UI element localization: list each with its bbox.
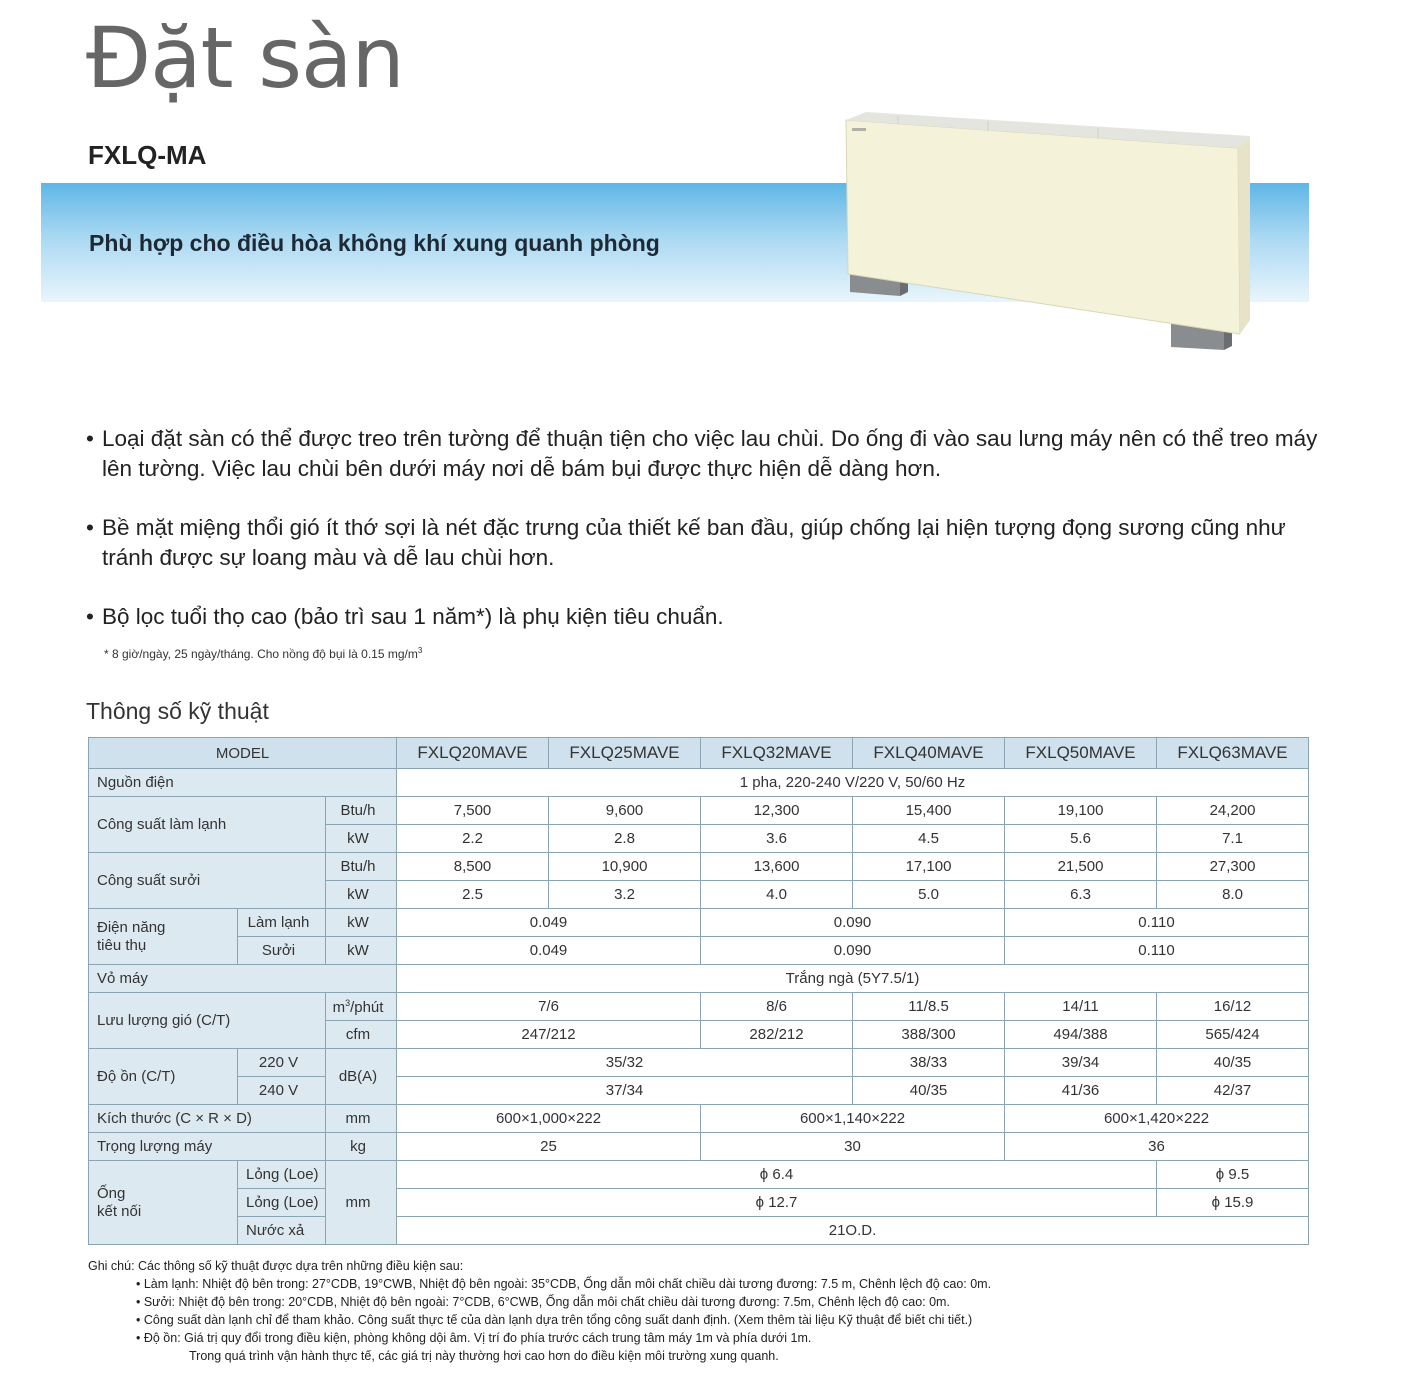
- cell-value: 42/37: [1157, 1077, 1309, 1105]
- model-name: FXLQ40MAVE: [853, 738, 1005, 769]
- cell-value: 0.049: [397, 937, 701, 965]
- row-label: Lưu lượng gió (C/T): [89, 993, 326, 1049]
- model-header: MODEL: [89, 738, 397, 769]
- cell-value: 12,300: [701, 797, 853, 825]
- note-item: • Độ ồn: Giá trị quy đổi trong điều kiện, phòng không dội âm. Vị trí đo phía trước cách trung tâm máy 1m và phía dưới 1m.: [136, 1331, 812, 1345]
- sub-label: Làm lạnh: [238, 909, 326, 937]
- cell-value: Trắng ngà (5Y7.5/1): [397, 965, 1309, 993]
- cell-value: 1 pha, 220-240 V/220 V, 50/60 Hz: [397, 769, 1309, 797]
- cell-value: 282/212: [701, 1021, 853, 1049]
- table-row: [89, 937, 1309, 965]
- table-row: [89, 1105, 1309, 1133]
- cell-value: 600×1,000×222: [397, 1105, 701, 1133]
- note-item: • Làm lạnh: Nhiệt độ bên trong: 27°CDB, 19°CWB, Nhiệt độ bên ngoài: 35°CDB, Ống dẫn môi chất chiều dài tương đương: 7.5 m, Chênh lệch độ cao: 0m.: [136, 1277, 992, 1291]
- cell-value: 13,600: [701, 853, 853, 881]
- note-item: • Công suất dàn lạnh chỉ để tham khảo. Công suất thực tế của dàn lạnh dựa trên tổng công suất danh định. (Xem thêm tài liệu Kỹ thuật để biết chi tiết.): [136, 1313, 973, 1327]
- unit-label: mm: [326, 1105, 397, 1133]
- tagline: Phù hợp cho điều hòa không khí xung quanh phòng: [89, 230, 660, 256]
- cell-value: 5.6: [1005, 825, 1157, 853]
- cell-value: 0.090: [701, 937, 1005, 965]
- cell-value: 17,100: [853, 853, 1005, 881]
- feature-list: [86, 424, 1326, 661]
- feature-item: • Loại đặt sàn có thể được treo trên tường để thuận tiện cho việc lau chùi. Do ống đi vào sau lưng máy nên có thể treo máy lên tường. Việc lau chùi bên dưới máy nơi dễ bám bụi được thực hiện dễ dàng hơn.: [86, 426, 1318, 481]
- cell-value: 247/212: [397, 1021, 701, 1049]
- cell-value: 4.5: [853, 825, 1005, 853]
- cell-value: 14/11: [1005, 993, 1157, 1021]
- cell-value: 19,100: [1005, 797, 1157, 825]
- cell-value: 3.6: [701, 825, 853, 853]
- row-label: Điện năng tiêu thụ: [89, 909, 238, 965]
- cell-value: 35/32: [397, 1049, 853, 1077]
- cell-value: 0.049: [397, 909, 701, 937]
- cell-value: ϕ 12.7: [397, 1189, 1157, 1217]
- unit-body: [846, 120, 1240, 334]
- page-title: Đặt sàn: [86, 9, 404, 107]
- model-name: FXLQ25MAVE: [549, 738, 701, 769]
- table-row: [89, 1133, 1309, 1161]
- table-row: [89, 1217, 1309, 1245]
- feature-item: • Bộ lọc tuổi thọ cao (bảo trì sau 1 năm*) là phụ kiện tiêu chuẩn.: [86, 604, 724, 629]
- model-name: FXLQ63MAVE: [1157, 738, 1309, 769]
- table-row: [89, 853, 1309, 881]
- row-label: Trọng lượng máy: [89, 1133, 326, 1161]
- sub-label: Sưởi: [238, 937, 326, 965]
- unit-label: kW: [326, 937, 397, 965]
- unit-label: cfm: [326, 1021, 397, 1049]
- cell-value: 39/34: [1005, 1049, 1157, 1077]
- spec-notes: [88, 1257, 991, 1365]
- unit-label: kW: [326, 909, 397, 937]
- cell-value: 40/35: [1157, 1049, 1309, 1077]
- cell-value: 565/424: [1157, 1021, 1309, 1049]
- cell-value: 41/36: [1005, 1077, 1157, 1105]
- cell-value: ϕ 6.4: [397, 1161, 1157, 1189]
- cell-value: 3.2: [549, 881, 701, 909]
- model-name: FXLQ20MAVE: [397, 738, 549, 769]
- row-label: Vỏ máy: [89, 965, 397, 993]
- cell-value: 7,500: [397, 797, 549, 825]
- table-row: [89, 993, 1309, 1021]
- cell-value: 7.1: [1157, 825, 1309, 853]
- cell-value: 0.110: [1005, 909, 1309, 937]
- cell-value: 0.110: [1005, 937, 1309, 965]
- cell-value: 388/300: [853, 1021, 1005, 1049]
- cell-value: 5.0: [853, 881, 1005, 909]
- row-label: Kích thước (C × R × D): [89, 1105, 326, 1133]
- unit-label: $m^3$/phút: [326, 993, 397, 1021]
- table-row: [89, 1161, 1309, 1189]
- note-item: • Sưởi: Nhiệt độ bên trong: 20°CDB, Nhiệt độ bên ngoài: 7°CDB, 6°CWB, Ống dẫn môi chất chiều dài tương đương: 7.5m, Chênh lệch độ cao: 0m.: [136, 1295, 950, 1309]
- cell-value: 2.8: [549, 825, 701, 853]
- cell-value: ϕ 9.5: [1157, 1161, 1309, 1189]
- model-name: FXLQ50MAVE: [1005, 738, 1157, 769]
- unit-label: kW: [326, 825, 397, 853]
- table-row: [89, 965, 1309, 993]
- cell-value: 16/12: [1157, 993, 1309, 1021]
- cell-value: 2.5: [397, 881, 549, 909]
- unit-label: Btu/h: [326, 797, 397, 825]
- note-continuation: Trong quá trình vận hành thực tế, các giá trị này thường hơi cao hơn do điều kiện môi trường xung quanh.: [189, 1349, 779, 1363]
- cell-value: 8,500: [397, 853, 549, 881]
- sub-label: Lỏng (Loe): [238, 1161, 326, 1189]
- cell-value: 10,900: [549, 853, 701, 881]
- cell-value: 0.090: [701, 909, 1005, 937]
- cell-value: 24,200: [1157, 797, 1309, 825]
- cell-value: 600×1,420×222: [1005, 1105, 1309, 1133]
- spec-table: [88, 737, 1309, 1245]
- cell-value: 21,500: [1005, 853, 1157, 881]
- floor-standing-unit-image: [838, 108, 1258, 358]
- cell-value: 9,600: [549, 797, 701, 825]
- cell-value: 11/8.5: [853, 993, 1005, 1021]
- row-label: Công suất làm lạnh: [89, 797, 326, 853]
- table-header-row: [89, 738, 1309, 769]
- cell-value: 27,300: [1157, 853, 1309, 881]
- unit-label: Btu/h: [326, 853, 397, 881]
- table-row: [89, 769, 1309, 797]
- cell-value: 37/34: [397, 1077, 853, 1105]
- filter-footnote: * 8 giờ/ngày, 25 ngày/tháng. Cho nồng độ bụi là 0.15 $mg/m^3$: [104, 646, 423, 661]
- cell-value: ϕ 15.9: [1157, 1189, 1309, 1217]
- cell-value: 21O.D.: [397, 1217, 1309, 1245]
- feature-item: • Bề mặt miệng thổi gió ít thớ sợi là nét đặc trưng của thiết kế ban đầu, giúp chống lại hiện tượng đọng sương cũng như tránh được sự loang màu và dễ lau chùi hơn.: [86, 515, 1286, 570]
- cell-value: 15,400: [853, 797, 1005, 825]
- table-row: [89, 797, 1309, 825]
- model-name: FXLQ32MAVE: [701, 738, 853, 769]
- sub-label: 240 V: [238, 1077, 326, 1105]
- unit-label: kg: [326, 1133, 397, 1161]
- unit-label: kW: [326, 881, 397, 909]
- table-row: [89, 1049, 1309, 1077]
- cell-value: 7/6: [397, 993, 701, 1021]
- cell-value: 30: [701, 1133, 1005, 1161]
- row-label: Độ ồn (C/T): [89, 1049, 238, 1105]
- cell-value: 494/388: [1005, 1021, 1157, 1049]
- table-row: [89, 1077, 1309, 1105]
- brand-logo-mark: [852, 128, 866, 131]
- cell-value: 25: [397, 1133, 701, 1161]
- cell-value: 6.3: [1005, 881, 1157, 909]
- cell-value: 600×1,140×222: [701, 1105, 1005, 1133]
- row-label: Nguồn điện: [89, 769, 397, 797]
- model-series-code: FXLQ-MA: [88, 140, 207, 170]
- sub-label: Nước xả: [238, 1217, 326, 1245]
- unit-label: dB(A): [326, 1049, 397, 1105]
- table-row: [89, 1189, 1309, 1217]
- notes-heading: Ghi chú: Các thông số kỹ thuật được dựa trên những điều kiện sau:: [88, 1259, 464, 1273]
- spec-title: Thông số kỹ thuật: [86, 698, 269, 724]
- cell-value: 8.0: [1157, 881, 1309, 909]
- table-row: [89, 909, 1309, 937]
- cell-value: 38/33: [853, 1049, 1005, 1077]
- cell-value: 40/35: [853, 1077, 1005, 1105]
- cell-value: 36: [1005, 1133, 1309, 1161]
- sub-label: Lỏng (Loe): [238, 1189, 326, 1217]
- cell-value: 2.2: [397, 825, 549, 853]
- cell-value: 4.0: [701, 881, 853, 909]
- unit-label: mm: [326, 1161, 397, 1245]
- row-label: Công suất sưởi: [89, 853, 326, 909]
- row-label: Ống kết nối: [89, 1161, 238, 1245]
- sub-label: 220 V: [238, 1049, 326, 1077]
- cell-value: 8/6: [701, 993, 853, 1021]
